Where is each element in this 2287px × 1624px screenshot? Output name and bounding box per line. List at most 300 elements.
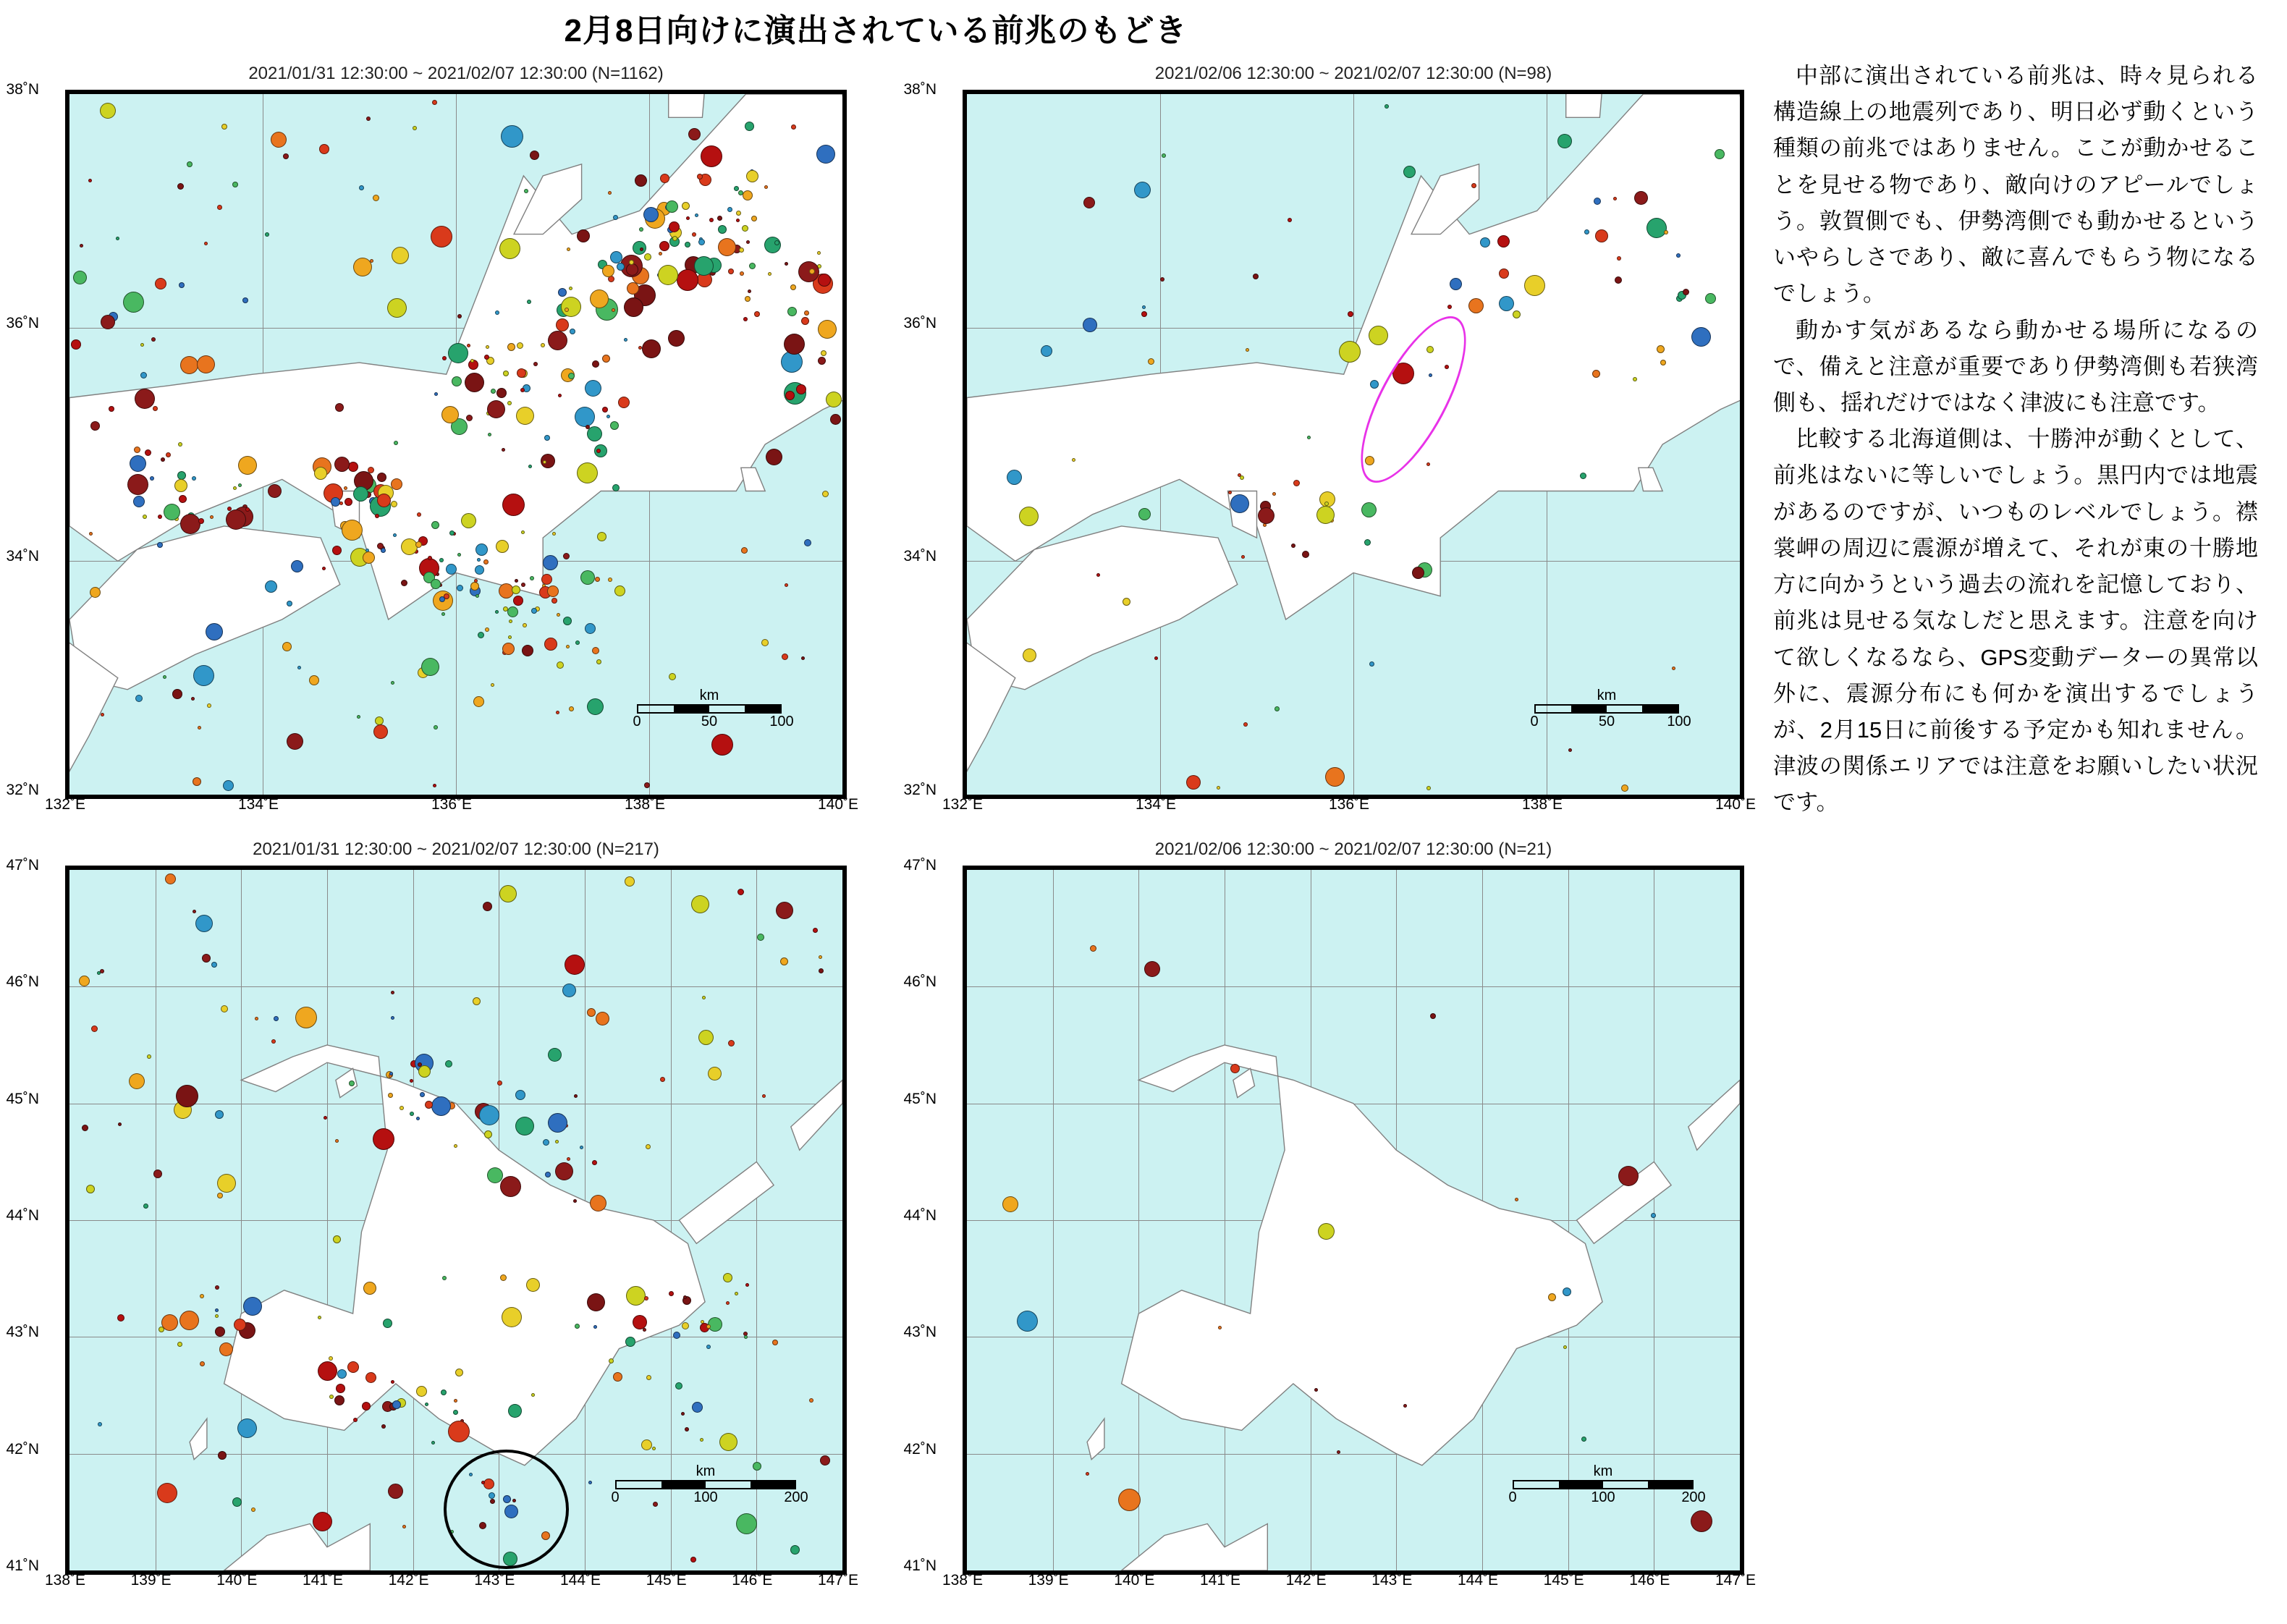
earthquake-marker — [362, 1402, 371, 1411]
earthquake-marker — [207, 703, 211, 708]
earthquake-marker — [818, 320, 837, 339]
earthquake-marker — [675, 1382, 682, 1390]
earthquake-marker — [784, 334, 805, 355]
earthquake-marker — [101, 315, 115, 329]
earthquake-marker — [431, 1096, 451, 1116]
earthquake-marker — [625, 876, 635, 887]
scale-bar-tick-label: 100 — [693, 1489, 718, 1505]
scale-bar-unit-label: km — [699, 688, 719, 703]
earthquake-marker — [335, 403, 344, 412]
x-axis-tick-label: 143˚E — [474, 1572, 515, 1589]
earthquake-marker — [1499, 296, 1514, 311]
earthquake-marker — [100, 103, 116, 119]
earthquake-marker — [508, 635, 512, 639]
earthquake-marker — [548, 1048, 562, 1062]
earthquake-marker — [1154, 656, 1158, 660]
earthquake-marker — [425, 1403, 428, 1406]
y-axis-tick-label: 41˚N — [903, 1557, 937, 1574]
x-axis-tick-label: 145˚E — [646, 1572, 687, 1589]
scale-bar-tick-label: 0 — [1530, 714, 1539, 729]
earthquake-marker — [809, 1398, 813, 1403]
earthquake-marker — [418, 1062, 422, 1067]
earthquake-marker — [174, 479, 187, 492]
x-axis-tick-label: 138˚E — [624, 796, 666, 813]
y-axis-tick-label: 32˚N — [903, 782, 937, 798]
earthquake-marker — [130, 455, 146, 472]
earthquake-marker — [1230, 494, 1249, 513]
earthquake-marker — [291, 560, 303, 572]
earthquake-marker — [749, 263, 756, 269]
earthquake-marker — [545, 1172, 551, 1177]
earthquake-marker — [297, 666, 301, 669]
earthquake-marker — [706, 1324, 711, 1329]
earthquake-marker — [191, 697, 195, 701]
earthquake-marker — [431, 579, 441, 589]
earthquake-marker — [602, 407, 608, 413]
earthquake-marker — [140, 372, 147, 378]
earthquake-marker — [1683, 289, 1689, 295]
earthquake-marker — [177, 1342, 182, 1347]
earthquake-marker — [697, 174, 703, 179]
earthquake-marker — [592, 1160, 597, 1165]
panel-hokkaido-week — [6, 840, 868, 1607]
x-axis-tick-label: 142˚E — [388, 1572, 429, 1589]
earthquake-marker — [313, 1512, 332, 1531]
earthquake-marker — [157, 1483, 177, 1503]
earthquake-marker — [719, 1433, 737, 1451]
earthquake-marker — [401, 580, 407, 586]
earthquake-marker — [785, 583, 788, 587]
earthquake-marker — [1090, 945, 1096, 952]
earthquake-marker — [768, 272, 772, 276]
earthquake-marker — [565, 308, 569, 312]
earthquake-marker — [1186, 775, 1201, 790]
earthquake-marker — [187, 161, 193, 167]
scale-bar-tick-label: 50 — [701, 714, 718, 729]
earthquake-marker — [221, 124, 227, 130]
earthquake-marker — [624, 297, 643, 317]
earthquake-marker — [287, 601, 292, 606]
earthquake-marker — [690, 1557, 696, 1562]
x-axis-tick-label: 145˚E — [1543, 1572, 1584, 1589]
earthquake-marker — [177, 183, 184, 190]
earthquake-marker — [585, 380, 601, 397]
earthquake-marker — [475, 594, 479, 598]
earthquake-marker — [1023, 648, 1036, 662]
earthquake-marker — [221, 1005, 228, 1012]
earthquake-marker — [610, 421, 619, 430]
earthquake-marker — [1160, 277, 1164, 282]
earthquake-marker — [353, 486, 368, 502]
earthquake-marker — [431, 1441, 435, 1445]
earthquake-marker — [726, 1301, 730, 1305]
earthquake-marker — [552, 532, 556, 536]
earthquake-marker — [575, 407, 595, 427]
scale-bar-tick-label: 100 — [1667, 714, 1691, 729]
earthquake-marker — [813, 928, 818, 933]
earthquake-marker — [1450, 278, 1462, 290]
earthquake-marker — [157, 542, 163, 548]
earthquake-marker — [444, 593, 449, 599]
earthquake-marker — [265, 580, 277, 593]
earthquake-marker — [821, 350, 827, 356]
earthquake-marker — [428, 556, 432, 560]
earthquake-marker — [606, 415, 610, 418]
y-axis-tick-label: 45˚N — [903, 1090, 937, 1107]
x-axis-tick-label: 146˚E — [1629, 1572, 1670, 1589]
earthquake-marker — [245, 507, 250, 512]
earthquake-marker — [544, 638, 557, 651]
earthquake-marker — [465, 373, 484, 392]
earthquake-marker — [457, 585, 463, 591]
y-axis-tick-label: 43˚N — [903, 1324, 937, 1341]
earthquake-marker — [179, 1311, 199, 1330]
y-axis-tick-label: 41˚N — [6, 1557, 39, 1574]
earthquake-marker — [682, 1322, 689, 1329]
scale-bar-tick-label: 0 — [633, 714, 641, 729]
panel-chubu-day-title: 2021/02/06 12:30:00 ~ 2021/02/07 12:30:00 (N=98) — [1154, 64, 1552, 83]
earthquake-marker — [1676, 253, 1681, 258]
earthquake-marker — [503, 371, 509, 376]
earthquake-marker — [782, 654, 788, 660]
x-axis-tick-label: 134˚E — [1135, 796, 1177, 813]
earthquake-marker — [1019, 507, 1039, 526]
earthquake-marker — [592, 360, 599, 368]
earthquake-marker — [446, 564, 457, 575]
scale-bar-tick-label: 100 — [1591, 1489, 1615, 1505]
earthquake-marker — [1548, 1293, 1556, 1301]
earthquake-marker — [613, 1372, 622, 1382]
earthquake-marker — [161, 1314, 178, 1331]
x-axis-tick-label: 138˚E — [44, 1572, 86, 1589]
earthquake-marker — [155, 278, 166, 289]
earthquake-marker — [592, 647, 599, 654]
x-axis-tick-label: 138˚E — [1521, 796, 1563, 813]
earthquake-marker — [761, 639, 769, 646]
earthquake-marker — [1646, 218, 1667, 238]
y-axis-tick-label: 42˚N — [903, 1440, 937, 1458]
earthquake-marker — [499, 238, 520, 259]
earthquake-marker — [237, 1418, 257, 1438]
x-axis-tick-label: 141˚E — [302, 1572, 344, 1589]
earthquake-marker — [73, 271, 87, 284]
x-axis-tick-label: 144˚E — [559, 1572, 601, 1589]
earthquake-marker — [151, 337, 156, 342]
earthquake-marker — [391, 1380, 394, 1384]
earthquake-marker — [612, 484, 620, 491]
earthquake-marker — [527, 300, 531, 304]
earthquake-marker — [413, 126, 417, 130]
earthquake-marker — [401, 538, 418, 555]
earthquake-marker — [1348, 311, 1353, 317]
earthquake-marker — [161, 457, 165, 462]
earthquake-marker — [287, 733, 303, 750]
earthquake-marker — [613, 215, 618, 220]
x-axis-tick-label: 147˚E — [817, 1572, 859, 1589]
earthquake-marker — [391, 991, 394, 994]
earthquake-marker — [1258, 507, 1274, 524]
earthquake-marker — [1403, 166, 1416, 178]
earthquake-marker — [117, 1314, 124, 1321]
earthquake-marker — [587, 1008, 596, 1017]
earthquake-marker — [588, 1481, 592, 1484]
earthquake-marker — [195, 915, 213, 932]
earthquake-marker — [691, 895, 709, 913]
earthquake-marker — [638, 346, 642, 350]
earthquake-marker — [1144, 961, 1160, 977]
earthquake-marker — [215, 1327, 225, 1337]
earthquake-marker — [1634, 191, 1648, 205]
y-axis-tick-label: 43˚N — [6, 1324, 39, 1341]
earthquake-marker — [507, 401, 512, 405]
earthquake-marker — [596, 1012, 609, 1025]
earthquake-marker — [143, 515, 147, 519]
earthquake-marker — [470, 582, 479, 591]
earthquake-marker — [164, 504, 180, 520]
earthquake-marker — [88, 179, 92, 182]
y-axis-tick-label: 36˚N — [6, 314, 39, 331]
earthquake-marker — [339, 502, 343, 505]
earthquake-marker — [700, 1438, 703, 1442]
scale-bar-graphic — [1513, 1480, 1694, 1489]
earthquake-marker — [425, 1101, 433, 1109]
earthquake-marker — [1274, 706, 1280, 711]
earthquake-marker — [318, 1316, 321, 1319]
earthquake-marker — [531, 608, 537, 614]
y-axis-tick-label: 46˚N — [903, 973, 937, 991]
earthquake-marker — [1385, 104, 1389, 109]
earthquake-marker — [134, 447, 140, 453]
earthquake-marker — [744, 1335, 748, 1339]
earthquake-marker — [366, 117, 371, 121]
panel-chubu-week-title: 2021/01/31 12:30:00 ~ 2021/02/07 12:30:00 (N=1162) — [248, 64, 664, 83]
earthquake-marker — [617, 263, 625, 271]
y-axis-tick-label: 36˚N — [903, 314, 937, 331]
earthquake-marker — [219, 1342, 233, 1356]
earthquake-marker — [500, 1176, 521, 1197]
earthquake-marker — [388, 1484, 403, 1499]
x-axis-tick-label: 142˚E — [1285, 1572, 1327, 1589]
earthquake-marker — [791, 124, 796, 130]
earthquake-marker — [677, 269, 698, 291]
earthquake-marker — [391, 501, 397, 507]
earthquake-marker — [1118, 1489, 1141, 1511]
earthquake-marker — [452, 376, 462, 386]
earthquake-marker — [817, 251, 821, 255]
x-axis-tick-label: 139˚E — [1028, 1572, 1069, 1589]
x-axis-tick-label: 140˚E — [216, 1572, 258, 1589]
earthquake-marker — [785, 391, 795, 400]
earthquake-marker — [86, 1185, 95, 1193]
scale-bar-tick-label: 200 — [784, 1489, 808, 1505]
earthquake-marker — [495, 310, 499, 315]
earthquake-marker — [1524, 275, 1545, 296]
earthquake-marker — [331, 497, 340, 507]
earthquake-marker — [268, 484, 282, 498]
earthquake-marker — [1072, 458, 1075, 462]
earthquake-marker — [202, 954, 211, 963]
earthquake-marker — [736, 211, 741, 216]
earthquake-marker — [347, 1361, 359, 1373]
earthquake-marker — [359, 185, 364, 190]
earthquake-marker — [453, 1410, 458, 1415]
earthquake-marker — [1083, 318, 1097, 332]
earthquake-marker — [470, 359, 474, 363]
scale-bar-tick-label: 0 — [611, 1489, 620, 1505]
panel-chubu-day — [903, 64, 1766, 831]
earthquake-marker — [329, 1395, 334, 1399]
y-axis-tick-label: 47˚N — [6, 857, 39, 874]
earthquake-marker — [217, 205, 222, 210]
earthquake-marker — [495, 610, 499, 614]
earthquake-marker — [652, 1447, 656, 1450]
earthquake-marker — [251, 1507, 255, 1512]
earthquake-marker — [180, 514, 200, 534]
earthquake-marker — [337, 1369, 347, 1379]
x-axis-tick-label: 140˚E — [1715, 796, 1757, 813]
earthquake-marker — [234, 1319, 246, 1331]
earthquake-marker — [660, 1077, 665, 1082]
earthquake-marker — [218, 1451, 227, 1460]
earthquake-marker — [165, 874, 176, 884]
earthquake-marker — [193, 665, 214, 686]
earthquake-marker — [129, 1073, 145, 1089]
earthquake-marker — [790, 1545, 800, 1555]
earthquake-marker — [566, 645, 570, 648]
earthquake-marker — [377, 543, 384, 549]
annotation-circle — [444, 1450, 569, 1569]
earthquake-marker — [434, 392, 438, 396]
earthquake-marker — [166, 452, 171, 457]
earthquake-marker — [644, 1296, 648, 1301]
earthquake-marker — [89, 532, 93, 536]
earthquake-marker — [383, 1319, 392, 1328]
earthquake-marker — [243, 1297, 262, 1316]
earthquake-marker — [217, 1193, 223, 1198]
scale-bar-graphic — [615, 1480, 796, 1489]
earthquake-marker — [673, 1332, 680, 1339]
earthquake-marker — [626, 1286, 646, 1306]
earthquake-marker — [1430, 1013, 1436, 1019]
earthquake-marker — [416, 1386, 427, 1397]
earthquake-marker — [742, 225, 748, 232]
x-axis-tick-label: 140˚E — [1114, 1572, 1155, 1589]
earthquake-marker — [736, 1513, 757, 1534]
earthquake-marker — [523, 623, 527, 627]
earthquake-marker — [541, 574, 552, 585]
y-axis-tick-label: 44˚N — [6, 1207, 39, 1224]
y-axis-tick-label: 42˚N — [6, 1440, 39, 1458]
earthquake-marker — [548, 1113, 567, 1133]
earthquake-marker — [830, 414, 841, 425]
earthquake-marker — [143, 1204, 148, 1209]
earthquake-marker — [1325, 767, 1345, 787]
earthquake-marker — [433, 784, 436, 787]
scale-bar-unit-label: km — [696, 1463, 716, 1479]
earthquake-marker — [569, 706, 574, 711]
y-axis-tick-label: 38˚N — [903, 81, 937, 98]
earthquake-marker — [563, 617, 572, 625]
earthquake-marker — [211, 962, 217, 968]
earthquake-marker — [587, 1293, 605, 1311]
earthquake-marker — [502, 494, 525, 516]
earthquake-marker — [392, 1400, 401, 1409]
earthquake-marker — [1318, 1223, 1335, 1240]
earthquake-marker — [217, 1174, 236, 1193]
earthquake-marker — [210, 515, 214, 519]
x-axis-tick-label: 138˚E — [942, 1572, 984, 1589]
earthquake-marker — [448, 1421, 470, 1442]
earthquake-marker — [816, 145, 835, 164]
earthquake-marker — [597, 532, 606, 541]
earthquake-marker — [640, 248, 643, 251]
earthquake-marker — [1617, 256, 1621, 261]
earthquake-marker — [1497, 235, 1510, 248]
panel-hokkaido-day-title: 2021/02/06 12:30:00 ~ 2021/02/07 12:30:00 (N=21) — [1154, 840, 1552, 859]
scale-bar-tick-label: 100 — [769, 714, 794, 729]
y-axis-tick-label: 45˚N — [6, 1090, 39, 1107]
article-paragraph-1: 中部に演出されている前兆は、時々見られる構造線上の地震列であり、明日必ず動くという種類の前兆ではありません。ここが動かせることを見せる物であり、敵向けのアピールでしょう。敦賀側でも、伊勢湾側でも動かせるといういやらしさであり、敵に喜んでもらう物になるでしょう。 — [1773, 63, 2258, 307]
earthquake-marker — [318, 1361, 337, 1381]
page-title: 2月8日向けに演出されている前兆のもどき — [564, 13, 1188, 48]
earthquake-marker — [590, 1195, 606, 1211]
earthquake-marker — [629, 260, 634, 265]
earthquake-marker — [336, 1384, 345, 1393]
earthquake-marker — [668, 330, 685, 347]
earthquake-marker — [1148, 358, 1154, 365]
earthquake-marker — [658, 265, 678, 285]
y-axis-tick-label: 34˚N — [6, 548, 39, 565]
earthquake-marker — [706, 1345, 711, 1349]
earthquake-marker — [193, 910, 196, 913]
earthquake-marker — [150, 476, 154, 481]
earthquake-marker — [177, 471, 186, 480]
earthquake-marker — [804, 310, 809, 316]
earthquake-marker — [206, 623, 223, 640]
earthquake-marker — [762, 1094, 766, 1098]
earthquake-marker — [548, 331, 567, 350]
panel-chubu-week — [6, 64, 868, 831]
scale-bar-tick-label: 200 — [1681, 1489, 1706, 1505]
earthquake-marker — [501, 125, 523, 148]
earthquake-marker — [590, 289, 609, 308]
earthquake-marker — [1138, 508, 1151, 520]
earthquake-marker — [238, 483, 242, 487]
earthquake-marker — [575, 1324, 580, 1329]
scale-bar — [1530, 688, 1691, 729]
earthquake-marker — [692, 1402, 703, 1413]
earthquake-marker — [392, 247, 409, 264]
earthquake-marker — [1302, 551, 1309, 558]
earthquake-marker — [642, 339, 661, 358]
earthquake-marker — [179, 282, 185, 288]
earthquake-marker — [513, 596, 523, 606]
earthquake-marker — [701, 145, 722, 167]
earthquake-marker — [90, 587, 101, 598]
earthquake-marker — [197, 355, 215, 373]
y-axis-tick-label: 44˚N — [903, 1207, 937, 1224]
earthquake-marker — [772, 1340, 778, 1345]
earthquake-marker — [193, 777, 201, 786]
earthquake-marker — [507, 343, 515, 351]
earthquake-marker — [198, 518, 204, 524]
earthquake-marker — [608, 578, 612, 582]
earthquake-marker — [388, 1093, 393, 1098]
earthquake-marker — [353, 1418, 358, 1422]
y-axis-tick-label: 34˚N — [903, 548, 937, 565]
earthquake-marker — [580, 1146, 583, 1149]
earthquake-marker — [641, 1439, 652, 1450]
